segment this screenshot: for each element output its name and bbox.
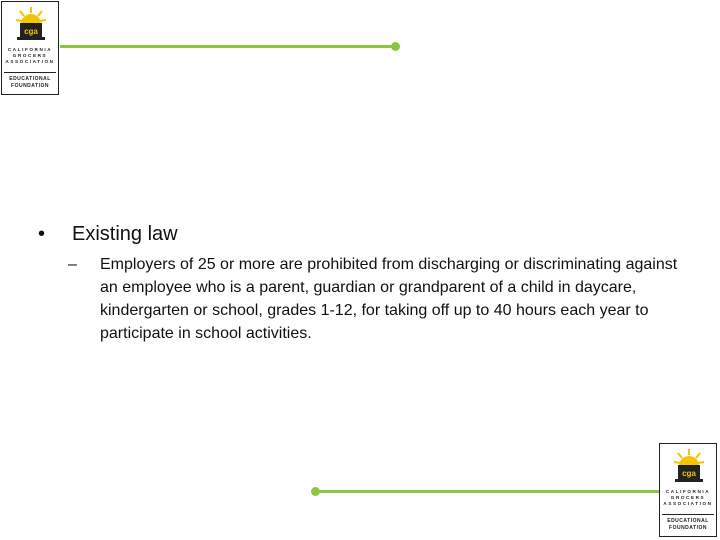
logo-emblem-text: cga [24, 27, 38, 36]
cga-logo [1, 1, 59, 95]
bullet-text: Existing law [72, 223, 178, 245]
sun-laptop-icon [673, 448, 705, 484]
sun-laptop-icon [15, 6, 47, 42]
sub-bullet-text: Employers of 25 or more are prohibited from discharging or discriminating against an employee who is a parent, guardian or grandparent of a child in daycare, kindergarten or school, grades 1-12, for taking off up to 40 hours each year to participate in school activities. [100, 256, 678, 342]
logo-foundation-line: EDUCATIONAL [9, 76, 51, 82]
top-accent-rule [60, 45, 396, 48]
logo-foundation [4, 72, 56, 94]
bullet-item [38, 220, 698, 248]
bullet-marker: • [38, 223, 46, 245]
logo-brand-line: ASSOCIATION [5, 59, 55, 64]
sub-bullet-item [68, 253, 698, 345]
logo-foundation-line: FOUNDATION [669, 525, 707, 531]
logo-foundation-line: FOUNDATION [11, 83, 49, 89]
logo-brand-line: CALIFORNIA [665, 489, 711, 494]
slide-content [38, 220, 698, 345]
cga-logo-bottom [659, 443, 717, 537]
sub-bullet-marker: – [68, 256, 77, 273]
logo-brand-line: CALIFORNIA [7, 47, 53, 52]
logo-emblem-text: cga [682, 469, 696, 478]
logo-foundation [662, 514, 714, 536]
bottom-accent-rule [316, 490, 659, 493]
logo-brand-line: GROCERS [12, 53, 48, 58]
logo-brand-line: ASSOCIATION [663, 501, 713, 506]
logo-foundation-line: EDUCATIONAL [667, 518, 709, 524]
logo-brand-line: GROCERS [670, 495, 706, 500]
logo-brand [660, 489, 716, 507]
logo-brand [2, 47, 58, 65]
top-accent-dot [391, 42, 400, 51]
